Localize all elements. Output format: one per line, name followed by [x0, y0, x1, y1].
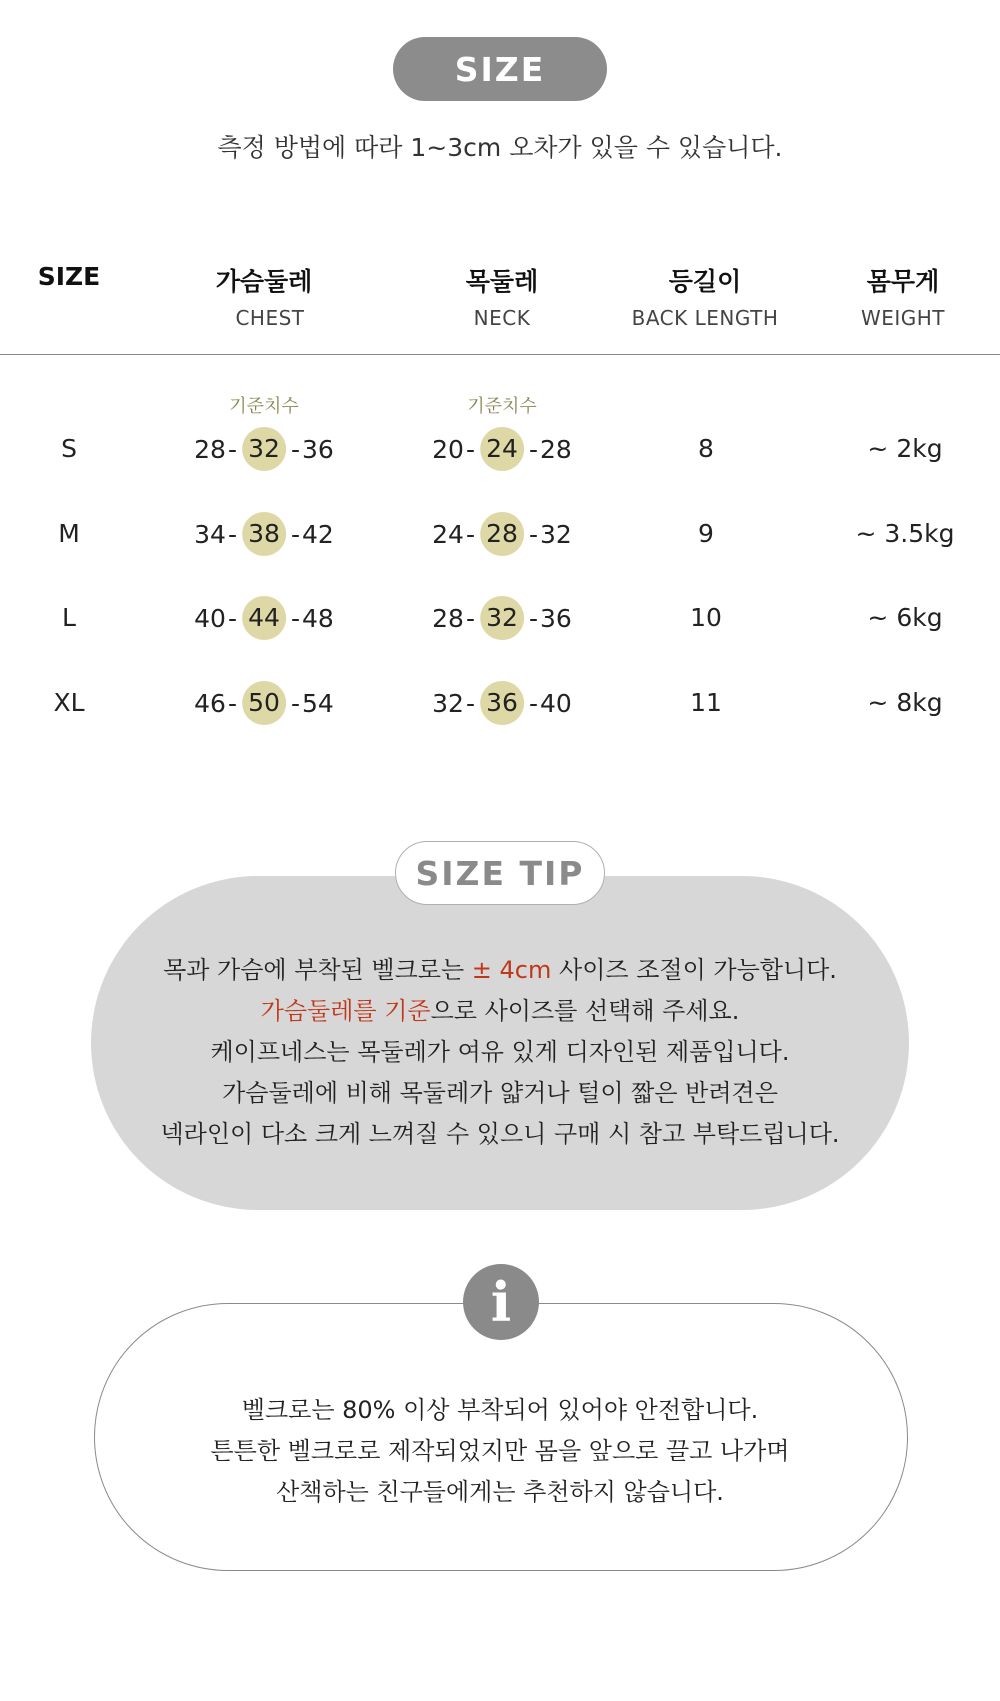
neck-min: 20	[432, 434, 464, 464]
chest-max: 48	[302, 603, 334, 633]
tip-line-4: 가슴둘레에 비해 목둘레가 얇거나 털이 짧은 반려견은	[222, 1079, 778, 1107]
neck-range	[432, 424, 572, 474]
tip-line-5: 넥라인이 다소 크게 느껴질 수 있으니 구매 시 참고 부탁드립니다.	[160, 1120, 840, 1148]
chest-range	[194, 593, 334, 643]
chest-min: 40	[194, 603, 226, 633]
col-header-weight: 몸무게	[866, 267, 940, 296]
range-dash: -	[227, 688, 237, 718]
weight-cell: ~ 6kg	[867, 603, 943, 632]
range-dash: -	[291, 434, 301, 464]
info-icon: i	[463, 1264, 539, 1340]
table-row	[0, 593, 1000, 643]
weight-cell: ~ 2kg	[867, 434, 943, 463]
col-header-size: SIZE	[37, 262, 101, 291]
chest-range	[194, 509, 334, 559]
size-cell: S	[61, 434, 77, 463]
neck-max: 40	[540, 688, 572, 718]
range-dash: -	[529, 519, 539, 549]
info-line-2: 튼튼한 벨크로로 제작되었지만 몸을 앞으로 끌고 나가며	[210, 1437, 790, 1465]
back-length-cell: 9	[698, 519, 714, 548]
info-line-3: 산책하는 친구들에게는 추천하지 않습니다.	[276, 1478, 724, 1506]
range-dash: -	[465, 519, 475, 549]
col-header-neck-en: NECK	[473, 306, 531, 330]
col-header-neck: 목둘레	[465, 267, 539, 296]
neck-min: 28	[432, 603, 464, 633]
neck-max: 28	[540, 434, 572, 464]
range-dash: -	[465, 688, 475, 718]
chest-min: 28	[194, 434, 226, 464]
chest-range	[194, 424, 334, 474]
table-row	[0, 424, 1000, 474]
tip-line-2-end: 으로 사이즈를 선택해 주세요.	[430, 997, 740, 1025]
size-cell: L	[62, 603, 76, 632]
neck-range	[432, 678, 572, 728]
col-header-chest-en: CHEST	[235, 306, 305, 330]
neck-standard: 32	[480, 596, 524, 640]
size-cell: XL	[53, 688, 85, 717]
range-dash: -	[529, 603, 539, 633]
range-dash: -	[227, 519, 237, 549]
chest-max: 54	[302, 688, 334, 718]
range-dash: -	[465, 434, 475, 464]
neck-standard: 24	[480, 427, 524, 471]
range-dash: -	[465, 603, 475, 633]
tip-line-1	[0, 950, 1000, 985]
neck-range	[432, 509, 572, 559]
table-row	[0, 509, 1000, 559]
size-tip-title: SIZE TIP	[395, 841, 605, 905]
chest-standard-label: 기준치수	[229, 396, 299, 417]
tip-line-3: 케이프네스는 목둘레가 여유 있게 디자인된 제품입니다.	[210, 1038, 790, 1066]
back-length-cell: 8	[698, 434, 714, 463]
chest-min: 34	[194, 519, 226, 549]
chest-max: 42	[302, 519, 334, 549]
chest-range	[194, 678, 334, 728]
neck-range	[432, 593, 572, 643]
tip-line-1-start: 목과 가슴에 부착된 벨크로는	[163, 956, 472, 984]
col-header-weight-en: WEIGHT	[860, 306, 946, 330]
range-dash: -	[291, 688, 301, 718]
table-divider	[0, 354, 1000, 355]
velcro-adjust-range: ± 4cm	[471, 956, 552, 984]
chest-standard: 44	[242, 596, 286, 640]
range-dash: -	[529, 434, 539, 464]
range-dash: -	[529, 688, 539, 718]
info-line-1: 벨크로는 80% 이상 부착되어 있어야 안전합니다.	[241, 1396, 759, 1424]
tip-line-2	[0, 991, 1000, 1026]
measurement-note: 측정 방법에 따라 1~3cm 오차가 있을 수 있습니다.	[217, 133, 783, 162]
range-dash: -	[291, 603, 301, 633]
col-header-chest: 가슴둘레	[215, 267, 313, 296]
size-section-title: SIZE	[393, 37, 607, 101]
col-header-back-length-en: BACK LENGTH	[631, 306, 779, 330]
table-row	[0, 678, 1000, 728]
range-dash: -	[227, 434, 237, 464]
neck-standard-label: 기준치수	[467, 396, 537, 417]
neck-max: 36	[540, 603, 572, 633]
neck-max: 32	[540, 519, 572, 549]
chest-standard: 50	[242, 681, 286, 725]
weight-cell: ~ 8kg	[867, 688, 943, 717]
neck-min: 24	[432, 519, 464, 549]
back-length-cell: 11	[690, 688, 722, 717]
weight-cell: ~ 3.5kg	[855, 519, 955, 548]
neck-standard: 28	[480, 512, 524, 556]
back-length-cell: 10	[690, 603, 722, 632]
col-header-back-length: 등길이	[668, 267, 742, 296]
chest-standard: 38	[242, 512, 286, 556]
chest-basis-highlight: 가슴둘레를 기준	[260, 997, 431, 1025]
neck-min: 32	[432, 688, 464, 718]
tip-line-1-end: 사이즈 조절이 가능합니다.	[551, 956, 837, 984]
range-dash: -	[227, 603, 237, 633]
size-cell: M	[58, 519, 80, 548]
range-dash: -	[291, 519, 301, 549]
chest-standard: 32	[242, 427, 286, 471]
neck-standard: 36	[480, 681, 524, 725]
chest-min: 46	[194, 688, 226, 718]
chest-max: 36	[302, 434, 334, 464]
